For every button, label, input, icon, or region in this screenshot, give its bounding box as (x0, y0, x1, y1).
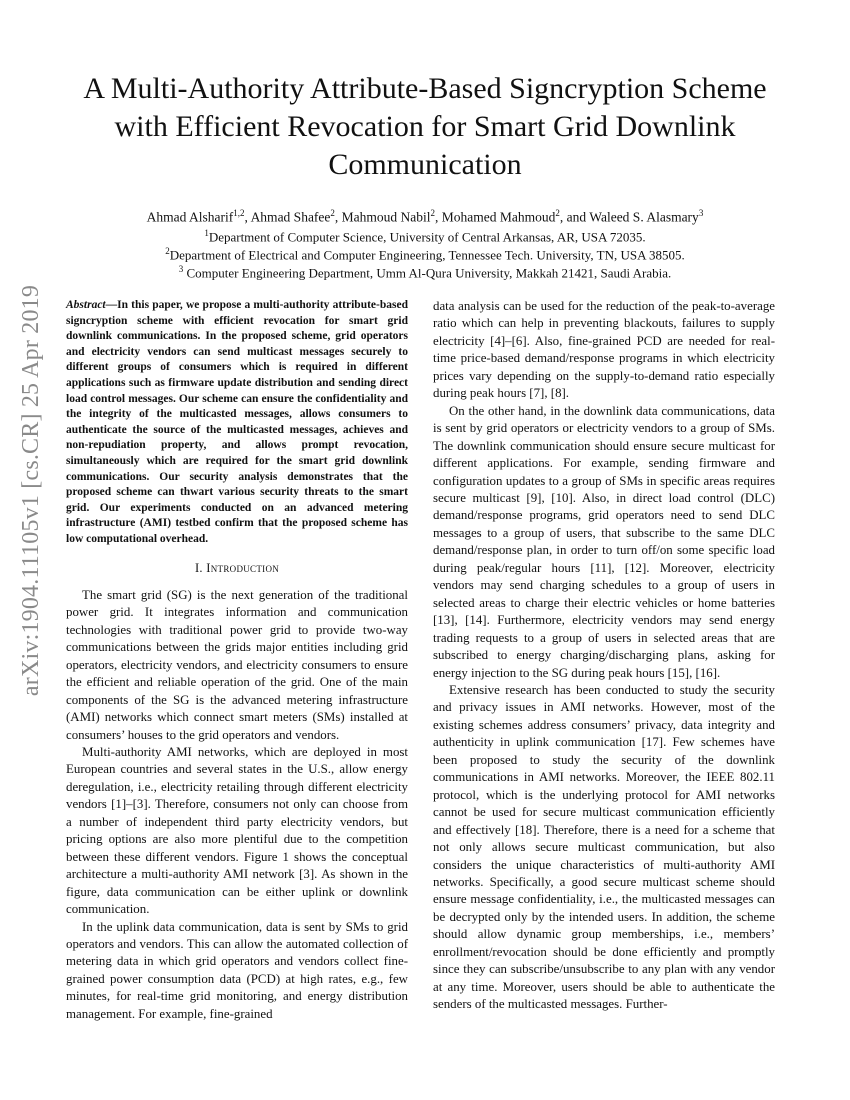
author-list: Ahmad Alsharif$^{1,2}$, Ahmad Shafee$^2$, Mahmoud Nabil$^2$, Mohamed Mahmoud$^2$, and Waleed S. Alasmary$^3$ (146, 208, 704, 225)
body-paragraph: The smart grid (SG) is the next generation of the traditional power grid. It integrates information and communication technologies with traditional power grid to provide two-way communications between the grids major entities including grid operators, electricity vendors, and electricity consumers to ensure the efficient and reliable operation of the grid. One of the main components of the SG is the advanced metering infrastructure (AMI) networks which connect smart meters (SMs) installed at consumers’ houses to the grid operators and vendors. (66, 587, 408, 742)
author-affiliation-mark: 2 (330, 208, 335, 218)
body-paragraph: On the other hand, in the downlink data communications, data is sent by grid operators or electricity vendors to a group of SMs. The downlink communication should ensure secure multicast for different applications. For example, sending firmware and configuration updates to a group of SMs in specific areas requires secure multicast [9], [10]. Also, in direct load control (DLC) demand/response programs, grid operators need to send DLC messages to a group of users, that subscribe to the same DLC demand/response plan, in order to turn off/on some specific load during peak/regular hours [11], [12]. Moreover, electricity vendors may send charging schedules to a group of users in selected areas to charge their electric vehicles or home batteries [13], [14]. Furthermore, electricity vendors may send energy trading requests to a group of users in selected areas that are subscribed to energy charging/discharging plans, asking for energy injection to the SG during peak hours [15], [16]. (433, 403, 775, 680)
paper-title: A Multi-Authority Attribute-Based Signcryption Scheme with Efficient Revocation for Smart Grid Downlink Communication (83, 72, 767, 181)
body-paragraph: Extensive research has been conducted to study the security and privacy issues in AMI networks. However, most of the existing schemes address consumers’ privacy, data integrity and authenticity in uplink communication [17]. Few schemes have been proposed to study the security of the downlink communications in AMI networks. Moreover, the IEEE 802.11 protocol, which is the underlying protocol for AMI networks cannot be used for secure multicast communication efficiently and effectively [18]. Therefore, there is a need for a scheme that not only allows secure multicast communication, but also considers the unique characteristics of multi-authority AMI networks. Specifically, a good secure multicast scheme should ensure message confidentiality, i.e., the multicasted messages can be decrypted only by the intended users. In addition, the scheme should allow dynamic group memberships, i.e., members’ enrollment/revocation should be done efficiently and promptly since they can subscribe/unsubscribe to any plan with any vendor at any time. Moreover, users should be able to authenticate the senders of the multicasted messages. Further- (433, 682, 775, 1012)
author-affiliation-mark: 3 (698, 208, 704, 218)
affiliation-3 (60, 260, 790, 282)
affiliation-mark: 1 (204, 228, 209, 238)
arxiv-identifier-stamp (9, 284, 55, 696)
section-number: I. (194, 560, 203, 575)
section-title: Introduction (206, 560, 280, 575)
affiliation-mark: 3 (178, 264, 184, 274)
affiliation-mark: 2 (165, 246, 170, 256)
affiliation-text: Department of Computer Science, University of Central Arkansas, AR, USA 72035. (208, 229, 646, 245)
abstract (66, 298, 408, 548)
author-affiliation-mark: 1,2 (233, 208, 245, 218)
section-heading-introduction (66, 560, 408, 577)
left-column (66, 298, 408, 1023)
body-paragraph: Multi-authority AMI networks, which are deployed in most European countries and several states in the U.S., allow energy deregulation, i.e., electricity retailing through different electricity vendors [1]–[3]. Therefore, consumers not only can choose from a number of independent third party electricity vendors, but pricing options are also more plentiful due to the competition between these different vendors. Figure 1 shows the conceptual architecture a multi-authority AMI network [3]. As shown in the figure, data communication can be either uplink or downlink communication. (66, 745, 408, 917)
body-paragraph: In the uplink data communication, data is sent by SMs to grid operators and vendors. This can allow the automated collection of metering data in which grid operators and vendors collect fine-grained power consumption data (PCD) at high rates, e.g., few minutes, for real-time grid monitoring, and energy distribution management. For example, fine-grained (66, 919, 408, 1021)
author-affiliation-mark: 2 (555, 208, 560, 218)
abstract-label: Abstract (66, 299, 106, 311)
author-name: Ahmad Shafee (250, 209, 331, 225)
body-paragraph: data analysis can be used for the reduction of the peak-to-average ratio which can help in preventing blackouts, failures to supply electricity [4]–[6]. Also, fine-grained PCD are needed for real-time price-based demand/response programs in which electricity prices vary depending on the supply-to-demand ratio especially during peak hours [7], [8]. (433, 299, 775, 401)
abstract-text: —In this paper, we propose a multi-authority attribute-based signcryption scheme with efficient revocation for smart grid downlink communications. In the proposed scheme, grid operators and electricity vendors can send multicast messages securely to different groups of consumers which is required in different applications such as firmware update distribution and sending direct load control messages. Our scheme can ensure the confidentiality and the integrity of the multicasted messages, allows consumers to authenticate the source of the multicasted messages, achieves and non-repudiation property, and allows prompt revocation, simultaneously which are required for the smart grid downlink communications. Our security analysis demonstrates that the proposed scheme can thwart various security threats to the smart grid. Our experiments conducted on an advanced metering infrastructure (AMI) testbed confirm that the proposed scheme has low computational overhead. (66, 299, 408, 545)
author-name: Waleed S. Alasmary (589, 209, 699, 225)
author-name: Ahmad Alsharif (146, 209, 234, 225)
author-name: Mahmoud Nabil (341, 209, 431, 225)
right-column (433, 298, 775, 1014)
author-affiliation-mark: 2 (430, 208, 436, 218)
affiliation-text: Computer Engineering Department, Umm Al-Qura University, Makkah 21421, Saudi Arabia. (183, 265, 672, 281)
author-name: Mohamed Mahmoud (441, 209, 556, 225)
arxiv-identifier-text: arXiv:1904.11105v1 [cs.CR] 25 Apr 2019 (18, 284, 45, 696)
affiliation-text: Department of Electrical and Computer Engineering, Tennessee Tech. University, TN, USA 38505. (169, 247, 685, 263)
